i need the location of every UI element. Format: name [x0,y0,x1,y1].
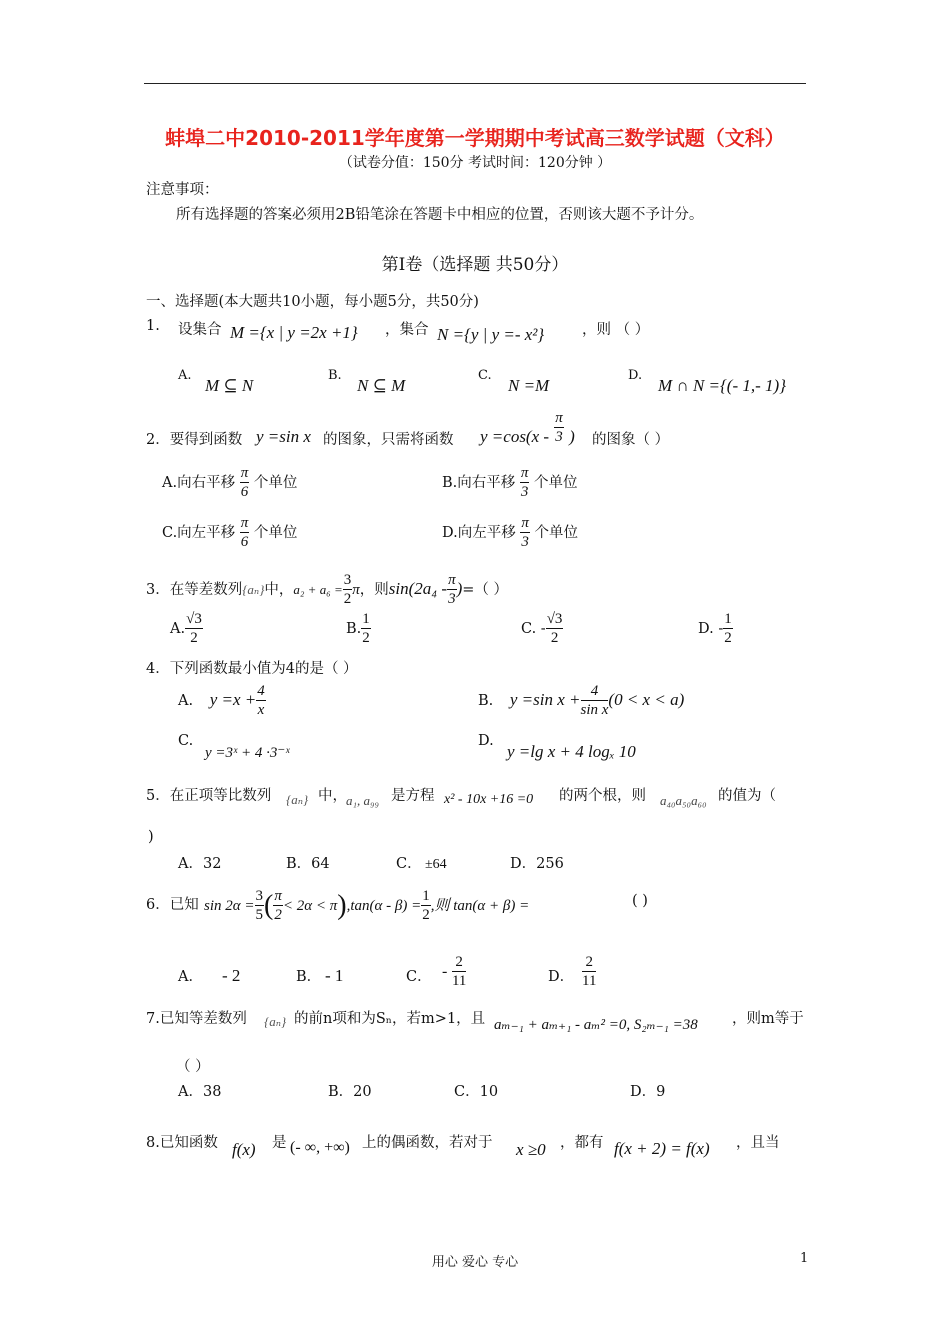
q2-option-c-text: C.向左平移 [162,525,236,541]
q5-product: a₄₀a₅₀a₆₀ [660,793,707,808]
q5-option-a: A．32 [178,856,222,872]
q3-option-c-label: C. - [521,621,546,637]
q3-expression-fraction: $\frac{\pi}{3}$ [448,572,456,607]
q2-option-a-text: A.向右平移 [162,475,236,491]
q5-text-e: 的值为（ [718,788,776,804]
q1-text-mid: ，集合 [385,322,429,338]
q1-option-d-label: D. [628,368,643,383]
q6-option-a-label: A． [178,969,203,985]
page-number: 1 [800,1251,809,1266]
q4-text: 4．下列函数最小值为4的是（ ） [146,661,358,677]
q4-option-c: y =3ˣ + 4 ·3⁻ˣ [205,745,290,761]
q6-blank: ( ) [632,893,648,909]
q4-option-d: y =lg x + 4 logₓ 10 [507,742,636,761]
q2-option-a-fraction: $\frac{\pi}{6}$ [240,465,249,500]
q3-option-c-fraction: $\frac{√3}{2}$ [546,611,563,646]
q1-set-m: M ={x | y =2x +1} [230,323,358,342]
q8-text-e: ，且当 [736,1135,780,1151]
q5-text-c: 是方程 [391,788,435,804]
q1-option-d: M ∩ N ={(- 1,- 1)} [658,376,786,395]
q3-option-b [346,612,371,646]
q8-period: f(x + 2) = f(x) [614,1139,710,1158]
q2-shift-fraction: $\frac{\pi}{3}$ [555,410,563,446]
q2-option-d-text: D.向左平移 [442,525,516,541]
q4-option-a-label: A. [178,693,194,709]
page-footer: 用心 爱心 专心 [431,1255,519,1270]
q6-sin-fraction: $\frac{3}{5}$ [255,888,264,923]
q4-option-b-domain: (0 < x < a) [608,690,685,709]
q2-option-b-fraction: $\frac{\pi}{3}$ [520,465,529,500]
q8-text-d: ，都有 [560,1135,604,1151]
q5-text-b: 中， [318,788,347,804]
q4-option-b-fraction: $\frac{4}{\text{sin x}}$ [580,683,609,718]
q4-option-b [478,684,684,718]
q4-option-b-expr: y =sin x + [509,690,581,709]
q3-option-a-label: A. [170,621,186,637]
q8-text-b: 是 [272,1135,287,1151]
q2-function-2 [480,410,575,447]
q7-option-b: B．20 [328,1084,372,1100]
q3-condition: a₂ + a₆ = [293,582,343,597]
q1-set-n: N ={y | y =- x²} [437,325,545,344]
q1-number: 1. [146,318,160,334]
q3-option-d-label: D. - [698,621,724,637]
q3-option-d [698,612,733,646]
q3-option-b-fraction: $\frac{1}{2}$ [362,611,370,646]
q3-option-d-fraction: $\frac{1}{2}$ [724,611,732,646]
q2-option-a-unit: 个单位 [253,475,298,491]
q7-option-c: C．10 [454,1084,499,1100]
q2-option-d [442,516,578,550]
q6-option-d [582,955,596,989]
q3-condition-fraction: $\frac{3}{2}$ [343,572,352,607]
q6-sin-expr: sin 2α = [204,898,255,914]
q6-option-c-sign: - [442,963,448,980]
q6-option-d-label: D． [548,969,575,985]
q1-option-a-label: A. [178,368,192,383]
q7-text-b: 的前n项和为Sₙ，若m>1，且 [294,1011,486,1027]
q6-option-b-label: B． [296,969,322,985]
q7-sequence: {aₙ} [264,1014,287,1029]
q2-function-1: y =sin x [256,427,311,446]
q3-text-a: 3．在等差数列 [146,582,243,598]
q4-option-d-label: D. [478,733,494,749]
q2-option-d-unit: 个单位 [534,525,578,541]
q7-option-a: A．38 [178,1084,222,1100]
q2-text-c: 的图象（ ） [592,432,670,448]
q6-option-c-fraction: $\frac{2}{11}$ [451,954,467,989]
q3-expression-close: ) [456,579,463,598]
q1-option-b: N ⊆ M [357,376,406,395]
q5-equation: x² - 10x +16 =0 [444,792,534,807]
q1-option-c-label: C. [478,368,492,383]
q5-option-c-label: C． [396,856,422,872]
q7-option-d: D．9 [630,1084,666,1100]
q6-tan-diff: ,tan(α - β) = [346,898,422,914]
q2-option-d-fraction: $\frac{\pi}{3}$ [521,515,529,550]
q2-option-a [162,466,297,500]
q7-condition: aₘ₋₁ + aₘ₊₁ - aₘ² =0, S₂ₘ₋₁ =38 [494,1017,698,1033]
q5-text-d: 的两个根，则 [559,788,646,804]
q8-text-a: 8.已知函数 [146,1135,218,1151]
q3-condition-pi: π [352,582,360,598]
q6-left-paren: ( [264,890,274,921]
q2-option-b-unit: 个单位 [534,475,578,491]
section-title: 一、选择题(本大题共10小题，每小题5分，共50分) [146,294,479,310]
q6-option-c-label: C． [406,969,432,985]
q5-sequence: {aₙ} [286,792,309,807]
q6-option-a: - 2 [222,966,241,985]
q3-expression: sin(2a₄ - [388,579,448,598]
q2-text-a: 2．要得到函数 [146,432,243,448]
q4-option-c-label: C. [178,733,194,749]
q3-text-c: ，则 [359,582,389,598]
q4-option-a [178,684,266,718]
q8-text-c: 上的偶函数，若对于 [362,1135,493,1151]
q4-option-a-fraction: $\frac{4}{x}$ [257,683,265,718]
q2-option-b-text: B.向右平移 [442,475,516,491]
q1-option-a: M ⊆ N [205,376,254,395]
q6-condition [204,889,529,923]
q6-tan-sum: ,则 tan(α + β) = [430,898,530,914]
q6-range-fraction: $\frac{\pi}{2}$ [274,888,282,923]
q3-sequence: {aₙ} [242,582,265,597]
q5-option-b: B．64 [286,856,330,872]
exam-title: 蚌埠二中2010-2011学年度第一学期期中考试高三数学试题（文科） [165,126,785,150]
q3-text-b: 中， [264,582,294,598]
q2-option-c [162,516,297,550]
q1-option-b-label: B. [328,368,342,383]
q1-text-pre: 设集合 [178,322,222,338]
q2-text-b: 的图象，只需将函数 [323,432,454,448]
q5-text-a: 5．在正项等比数列 [146,788,272,804]
q6-right-paren: ) [337,890,347,921]
q3-option-b-label: B. [346,621,362,637]
q3-text-d: =（ ） [462,582,509,598]
q8-function: f(x) [232,1140,256,1159]
q1-option-c: N =M [508,376,550,395]
q6-text-a: 6．已知 [146,897,199,913]
q3-option-a-fraction: $\frac{√3}{2}$ [186,611,202,646]
q3-option-a [170,612,203,646]
q2-function-2-head: y =cos(x - [480,427,550,446]
q6-option-d-fraction: $\frac{2}{11}$ [582,954,597,989]
q7-paren: （ ） [176,1059,210,1075]
q5-roots: a₁, a₉₉ [346,793,380,808]
q4-option-a-expr: y =x + [209,690,257,709]
q7-text-a: 7.已知等差数列 [146,1011,247,1027]
q7-text-c: ，则m等于 [732,1011,804,1027]
q5-paren: ) [148,829,154,845]
q3-line [146,573,508,607]
q8-condition: x ≥0 [516,1140,546,1159]
notice-label: 注意事项： [146,182,219,198]
part-title: 第Ⅰ卷（选择题 共50分） [381,255,569,275]
q6-tan-fraction: $\frac{1}{2}$ [422,888,430,923]
q2-option-c-fraction: $\frac{\pi}{6}$ [240,515,249,550]
exam-subtitle: （试卷分值：150分 考试时间：120分钟 ） [338,155,612,171]
q5-option-c: ±64 [425,857,447,872]
q6-option-c [442,955,466,989]
top-rule [144,83,806,84]
notice-text: 所有选择题的答案必须用2B铅笔涂在答题卡中相应的位置，否则该大题不予计分。 [176,207,704,223]
q8-domain: (- ∞, +∞) [290,1139,350,1156]
q2-option-b [442,466,578,500]
q4-option-b-label: B. [478,693,494,709]
q5-option-d: D．256 [510,856,564,872]
q2-function-2-tail: ) [569,427,575,446]
q6-option-b: - 1 [325,966,344,985]
q3-option-c [521,612,563,646]
q6-range: < 2α < π [282,898,338,914]
q2-option-c-unit: 个单位 [253,525,298,541]
q1-text-post: ，则 （ ） [582,322,650,338]
